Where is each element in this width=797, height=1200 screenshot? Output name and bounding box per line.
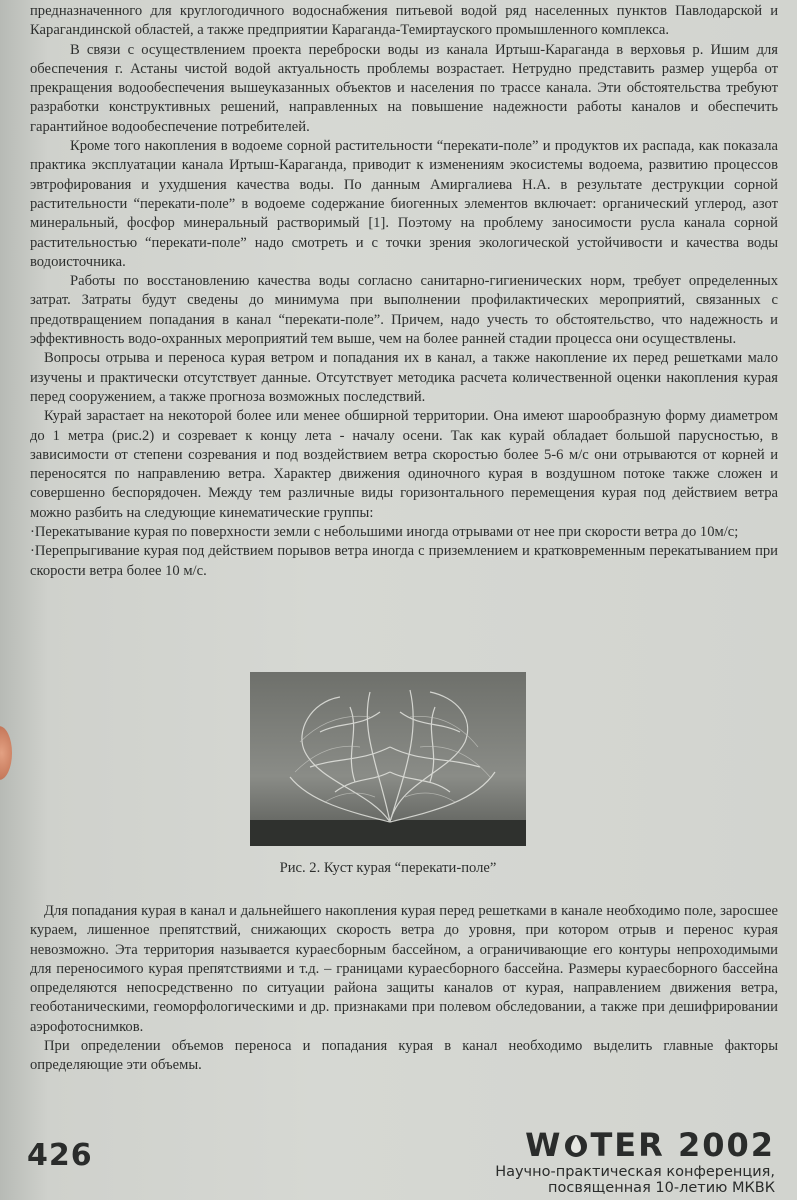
conference-logo bbox=[495, 1128, 775, 1196]
body-text-bottom bbox=[30, 902, 778, 1076]
logo-line-2: посвященная 10-летию МКВК bbox=[548, 1180, 775, 1196]
figure-caption: Рис. 2. Куст курая “перекати-поле” bbox=[279, 860, 497, 876]
water-drop-icon bbox=[564, 1130, 588, 1164]
bullet-text: Перекатывание курая по поверхности земли с небольшими иногда отрывами от нее при скорости ветра до 10м/с; bbox=[34, 524, 739, 541]
paragraph: Работы по восстановлению качества воды согласно санитарно-гигиенических норм, требует определенных затрат. Затраты будут сведены до минимума при выполнении профилактических мероприятий, связанных с предотвращением попадания в канал “перекати-поле”. Причем, надо учесть то обстоятельство, что надежность и эффективность водо-охранных мероприятий тем выше, чем на более ранней стадии процесса они осуществлены. bbox=[30, 273, 778, 348]
bullet-mark: · bbox=[30, 543, 35, 560]
paragraph: В связи с осуществлением проекта переброски воды из канала Иртыш-Караганда в верховья р. Ишим для обеспечения г. Астаны чистой водой актуальность проблемы возрастает. Нетрудно представить размер ущерба от прекращения водообеспечения вышеуказанных объектов и населения по трассе канала. Эти обстоятельства требуют разработки конструктивных решений, направленных на повышение надежности работы каналов и обеспечить гарантийное водообеспечение потребителей. bbox=[30, 41, 778, 135]
paragraph: предназначенного для круглогодичного водоснабжения питьевой водой ряд населенных пунктов Павлодарской и Карагандинской областей, а также предприятии Караганда-Темиртауского промышленного комплекса. bbox=[30, 3, 778, 39]
bullet-item bbox=[30, 542, 778, 581]
wordmark-right: TER 2002 bbox=[590, 1126, 775, 1164]
paragraph: При определении объемов переноса и попадания курая в канал необходимо выделить главные факторы определяющие эти объемы. bbox=[30, 1038, 778, 1074]
paragraph: Курай зарастает на некоторой более или менее обширной территории. Она имеют шарообразную форму диаметром до 1 метра (рис.2) и созревает к концу лета - началу осени. Так как курай обладает большой парусностью, в зависимости от степени созревания и под воздействием ветра скоростью более 5-6 м/с они отрываются от корней и переносятся по направлению ветра. Характер движения одиночного курая в воздушном потоке также сложен и совершенно беспорядочен. Между тем различные виды горизонтального перемещения курая под действием ветра можно разбить на следующие кинематические группы: bbox=[30, 408, 778, 521]
paragraph: Вопросы отрыва и переноса курая ветром и попадания их в канал, а также накопление их перед решетками мало изучены и практически отсутствует данные. Отсутствует методика расчета количественной оценки накопления курая перед сооружением, а также прогноза возможных последствий. bbox=[30, 350, 778, 405]
tumbleweed-photo bbox=[250, 672, 526, 846]
bullet-item bbox=[30, 523, 778, 542]
water-2002-wordmark bbox=[495, 1128, 775, 1164]
page-number: 426 bbox=[27, 1138, 93, 1173]
thumb bbox=[0, 726, 12, 780]
logo-line-1: Научно-практическая конференция, bbox=[495, 1164, 775, 1180]
paragraph: Кроме того накопления в водоеме сорной растительности “перекати-поле” и продуктов их распада, как показала практика эксплуатации канала Иртыш-Караганда, приводит к изменениям экосистемы водоема, развитию процессов эвтрофирования и ухудшения качества воды. По данным Амиргалиева Н.А. в результате деструкции сорной растительности “перекати-поле” в водоеме содержание биогенных элементов включает: органический углерод, азот минеральный, фосфор минеральный растворимый [1]. Поэтому на проблему заносимости русла канала сорной растительностью “перекати-поле” надо смотреть и с точки зрения экологической устойчивости и качества воды водоисточника. bbox=[30, 138, 778, 270]
bullet-mark: · bbox=[30, 524, 35, 541]
paragraph: Для попадания курая в канал и дальнейшего накопления курая перед решетками в канале необходимо поле, заросшее кураем, лишенное препятствий, снижающих скорость ветра до уровня, при котором отрыв и перенос курая невозможно. Эта территория называется кураесборным бассейном, а ограничивающие его контуры непроходимыми для переносимого курая препятствиями и т.д. – границами кураесборного бассейна. Размеры кураесборного бассейна определяются непосредственно по ситуации района защиты каналов от курая, направлением движения ветра, геоботаническими, геоморфологическими и др. признаками при полевом обследовании, а также при дешифрировании аэрофотоснимков. bbox=[30, 903, 778, 1035]
body-text-top bbox=[30, 2, 778, 581]
bullet-text: Перепрыгивание курая под действием порывов ветра иногда с приземлением и кратковременным перекатыванием при скорости ветра более 10 м/с. bbox=[30, 543, 778, 579]
wordmark-left: W bbox=[525, 1126, 563, 1164]
